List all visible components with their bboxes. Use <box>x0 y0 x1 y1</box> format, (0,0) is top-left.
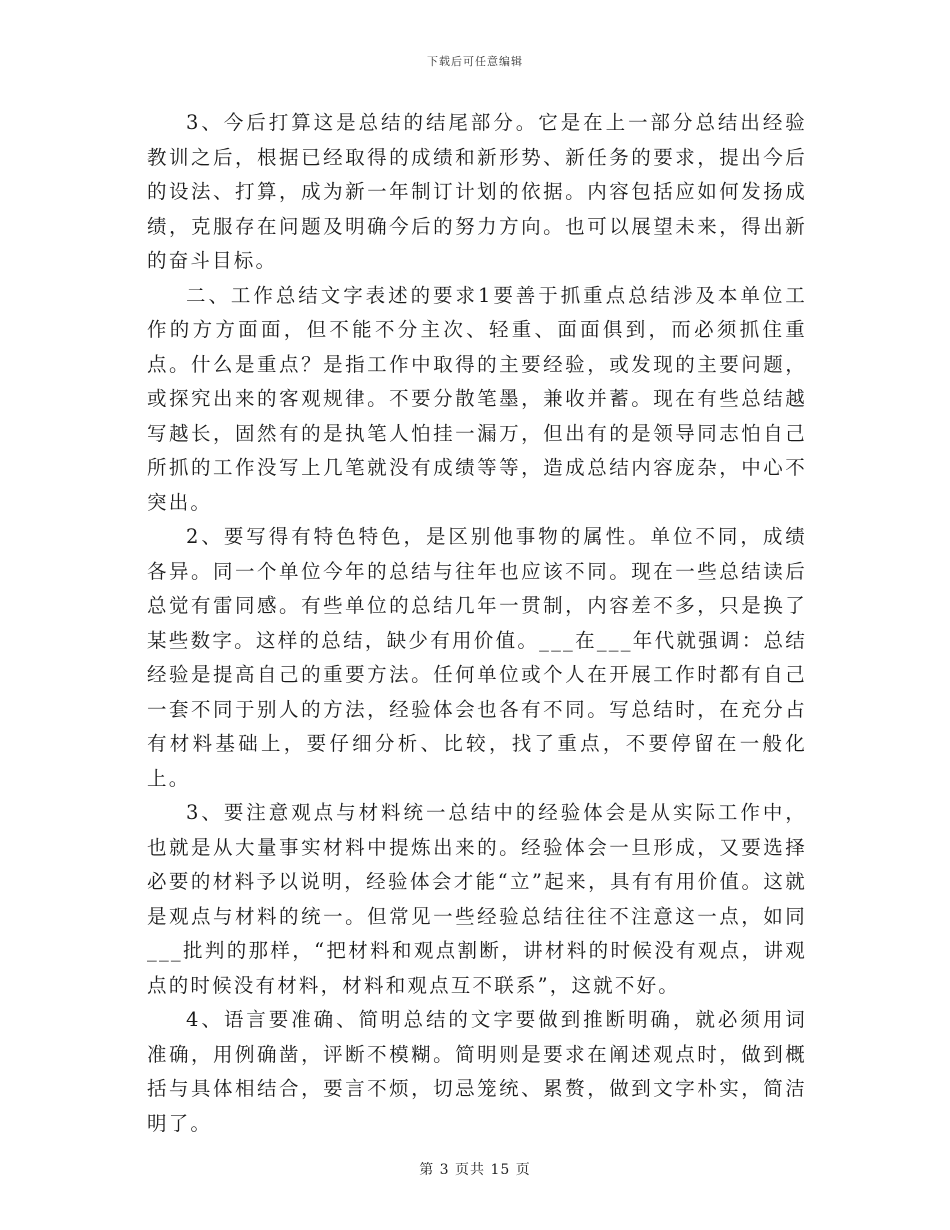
page-number: 第 3 页共 15 页 <box>419 1162 531 1178</box>
paragraph-distinctive-features: 2、要写得有特色特色，是区别他事物的属性。单位不同，成绩各异。同一个单位今年的总结与往年也应该不同。现在一些总结读后总觉有雷同感。有些单位的总结几年一贯制，内容差不多，只是换了某些数字。这样的总结，缺少有用价值。___在___年代就强调：总结经验是提高自己的重要方法。任何单位或个人在开展工作时都有自己一套不同于别人的方法，经验体会也各有不同。写总结时，在充分占有材料基础上，要仔细分析、比较，找了重点，不要停留在一般化上。 <box>147 525 807 790</box>
paragraph-future-plans: 3、今后打算这是总结的结尾部分。它是在上一部分总结出经验教训之后，根据已经取得的成绩和新形势、新任务的要求，提出今后的设法、打算，成为新一年制订计划的依据。内容包括应如何发扬成绩，克服存在问题及明确今后的努力方向。也可以展望未来，得出新的奋斗目标。 <box>147 111 807 272</box>
paragraph-accurate-concise-language: 4、语言要准确、简明总结的文字要做到推断明确，就必须用词准确，用例确凿，评断不模糊。简明则是要求在阐述观点时，做到概括与具体相结合，要言不烦，切忌笼统、累赘，做到文字朴实，简洁明了。 <box>147 1008 807 1135</box>
paragraph-focus-on-key-points: 二、工作总结文字表述的要求1要善于抓重点总结涉及本单位工作的方方面面，但不能不分主次、轻重、面面俱到，而必须抓住重点。什么是重点？是指工作中取得的主要经验，或发现的主要问题，或探究出来的客观规律。不要分散笔墨，兼收并蓄。现在有些总结越写越长，固然有的是执笔人怕挂一漏万，但出有的是领导同志怕自己所抓的工作没写上几笔就没有成绩等等，造成总结内容庞杂，中心不突出。 <box>147 283 807 514</box>
paragraph-viewpoint-material-unity: 3、要注意观点与材料统一总结中的经验体会是从实际工作中，也就是从大量事实材料中提炼出来的。经验体会一旦形成，又要选择必要的材料予以说明，经验体会才能“立”起来，具有有用价值。这就是观点与材料的统一。但常见一些经验总结往往不注意这一点，如同___批判的那样，“把材料和观点割断，讲材料的时候没有观点，讲观点的时候没有材料，材料和观点互不联系”，这就不好。 <box>147 801 807 997</box>
page-header: 下载后可任意编辑 <box>427 55 523 68</box>
document-body <box>147 106 807 1141</box>
